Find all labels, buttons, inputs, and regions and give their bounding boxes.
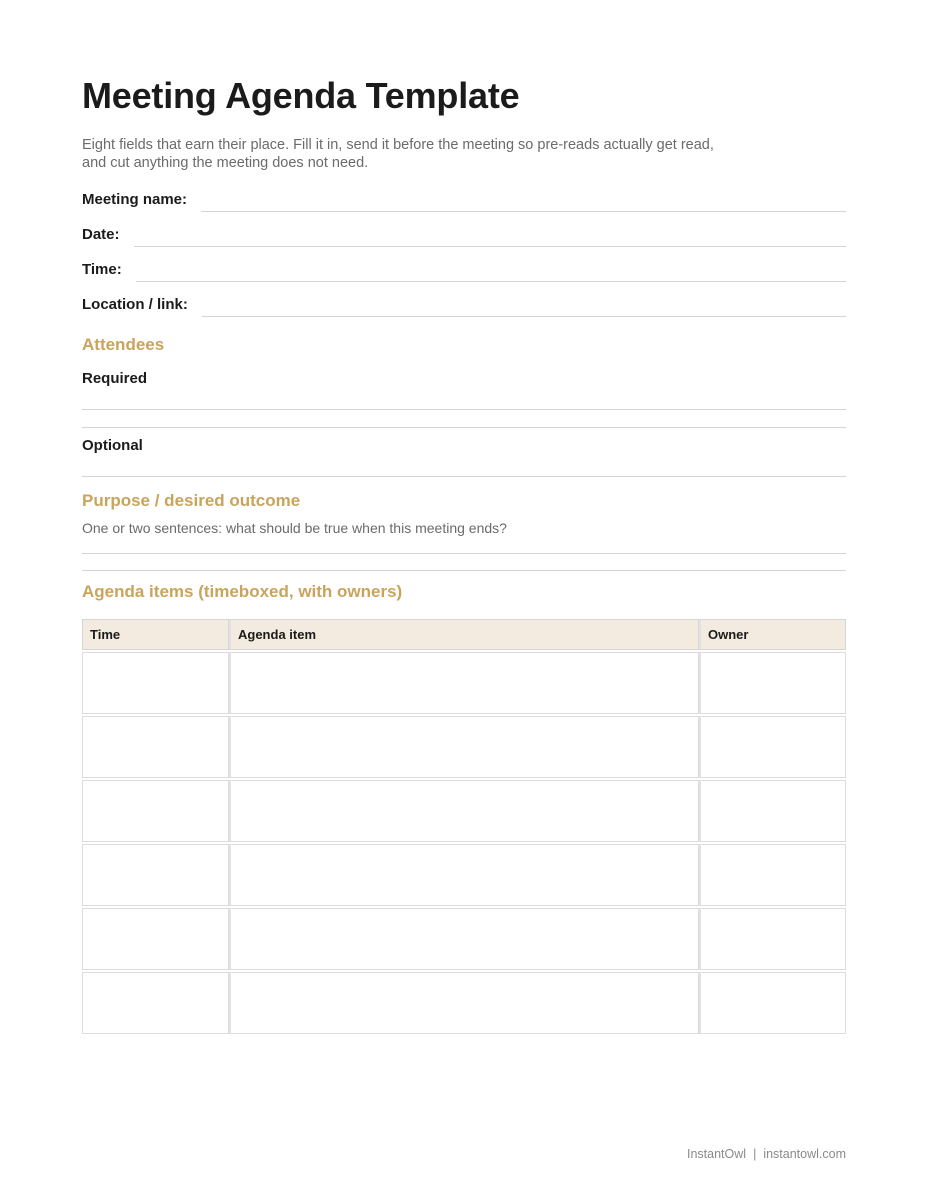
agenda-item-cell[interactable] [229,716,699,778]
column-header-agenda-item: Agenda item [229,619,699,650]
table-row [82,908,846,970]
optional-label: Optional [82,437,143,454]
intro-line-2: and cut anything the meeting does not need. [82,155,369,171]
agenda-table [82,617,846,1036]
meeting-name-field[interactable] [82,190,846,212]
owner-cell[interactable] [699,844,846,906]
owner-cell[interactable] [699,780,846,842]
table-row [82,844,846,906]
required-line-2[interactable] [82,427,846,428]
purpose-hint: One or two sentences: what should be true when this meeting ends? [82,520,507,536]
meeting-name-line[interactable] [201,210,846,212]
purpose-line-1[interactable] [82,553,846,554]
required-label: Required [82,370,148,387]
agenda-item-cell[interactable] [229,780,699,842]
date-field[interactable] [82,225,846,247]
table-row [82,780,846,842]
time-cell[interactable] [82,972,229,1034]
date-label: Date: [82,226,120,243]
owner-cell[interactable] [699,652,846,714]
table-row [82,716,846,778]
footer-url[interactable]: instantowl.com [763,1147,846,1161]
attendees-heading: Attendees [82,335,165,354]
purpose-heading: Purpose / desired outcome [82,491,301,510]
agenda-item-cell[interactable] [229,908,699,970]
agenda-header-row [82,619,846,650]
date-line[interactable] [134,245,846,247]
purpose-line-2[interactable] [82,570,846,571]
time-field[interactable] [82,260,846,282]
owner-cell[interactable] [699,716,846,778]
footer [687,1146,846,1162]
footer-separator: | [753,1147,757,1161]
time-cell[interactable] [82,780,229,842]
location-line[interactable] [202,315,846,317]
required-line-1[interactable] [82,409,846,410]
agenda-item-cell[interactable] [229,972,699,1034]
intro-line-1: Eight fields that earn their place. Fill it in, send it before the meeting so pre-reads actually get read, [82,137,714,153]
footer-brand: InstantOwl [687,1147,747,1161]
time-cell[interactable] [82,716,229,778]
location-field[interactable] [82,295,846,317]
intro-text [82,136,802,172]
column-header-owner: Owner [699,619,846,650]
column-header-time: Time [82,619,229,650]
agenda-heading: Agenda items (timeboxed, with owners) [82,582,403,601]
time-label: Time: [82,261,122,278]
time-cell[interactable] [82,908,229,970]
meeting-name-label: Meeting name: [82,191,188,208]
location-label: Location / link: [82,296,188,313]
time-line[interactable] [136,280,846,282]
agenda-item-cell[interactable] [229,652,699,714]
owner-cell[interactable] [699,972,846,1034]
agenda-document [82,0,846,1200]
optional-line[interactable] [82,476,846,477]
table-row [82,652,846,714]
time-cell[interactable] [82,844,229,906]
time-cell[interactable] [82,652,229,714]
owner-cell[interactable] [699,908,846,970]
table-row [82,972,846,1034]
page-title: Meeting Agenda Template [82,75,520,116]
agenda-item-cell[interactable] [229,844,699,906]
